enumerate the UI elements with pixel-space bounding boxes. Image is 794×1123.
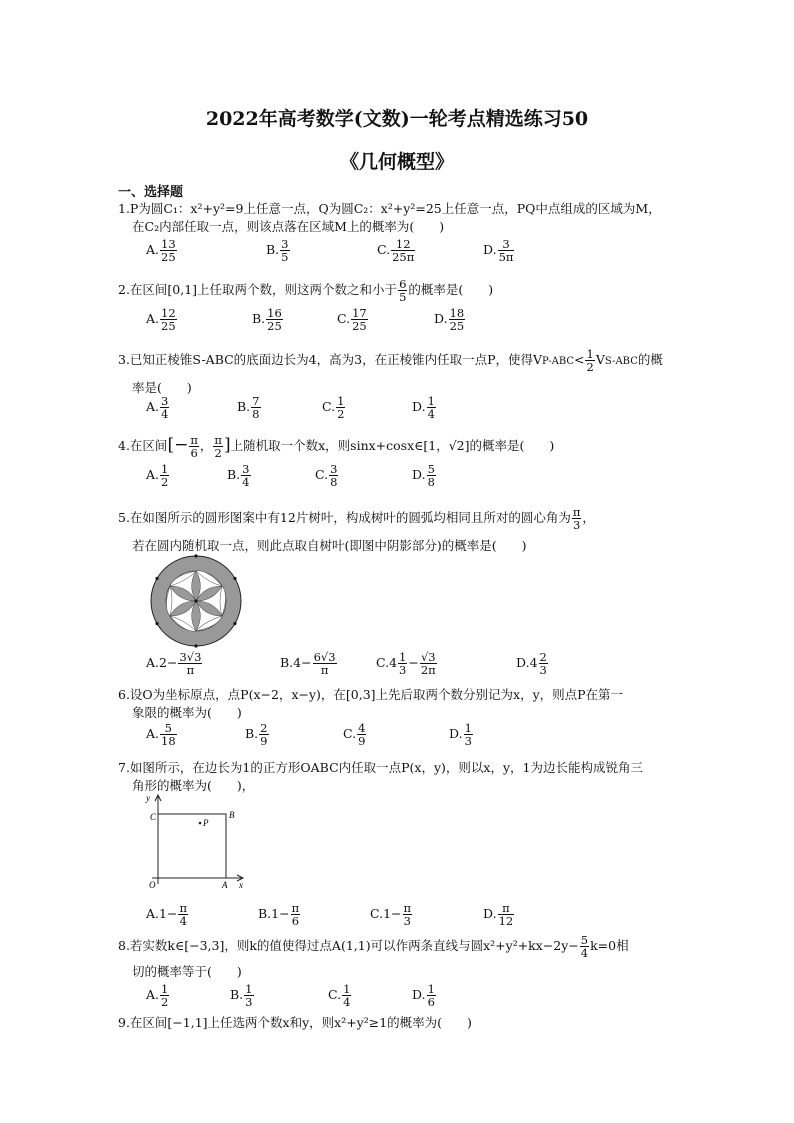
q3-line2: 率是( ) xyxy=(132,380,192,395)
q1-line2: 在C₂内部任取一点，则该点落在区域M上的概率为( ) xyxy=(132,219,445,234)
question-4-stem: 4.在区间[− $\frac{\pi}{6}$ ， $\frac{\pi}{2}$ ]上随机取一个数x，则sinx+cosx∈[1，√2]的概率是( ) xyxy=(118,433,555,460)
q1-line1: 1.P为圆C₁：x²+y²=9上任意一点，Q为圆C₂：x²+y²=25上任意一点，PQ中点组成的区域为M， xyxy=(118,201,661,216)
q6-option-c: C. $\frac{4}{9}$ xyxy=(343,721,366,748)
question-9-stem: 9.在区间[−1,1]上任选两个数x和y，则x²+y²≥1的概率为( ) xyxy=(118,1015,472,1030)
fig-label-p: P xyxy=(203,818,209,828)
question-1-stem xyxy=(118,200,708,236)
q2-option-b: B. $\frac{16}{25}$ xyxy=(252,306,282,333)
q7-line2: 角形的概率为( )， xyxy=(132,778,255,793)
page-title: 2022年高考数学(文数)一轮考点精选练习50 xyxy=(205,108,589,130)
question-2-stem: 2.在区间[0,1]上任取两个数，则这两个数之和小于 $\frac{6}{5}$ 的概率是( ) xyxy=(118,277,494,304)
q6-line1: 6.设O为坐标原点，点P(x−2，x−y)，在[0,3]上先后取两个数分别记为x，y，则点P在第一 xyxy=(118,687,624,702)
q5-option-c: C.4 $\frac{1}{3}$ − $\frac{√3}{2\pi}$ xyxy=(376,650,436,677)
q1-option-a: A. $\frac{13}{25}$ xyxy=(146,237,176,264)
q5-option-a: A.2− $\frac{3√3}{\pi}$ xyxy=(146,650,202,677)
q8-option-c: C. $\frac{1}{4}$ xyxy=(328,982,351,1009)
q7-option-a: A.1− $\frac{\pi}{4}$ xyxy=(146,901,188,928)
q4-option-d: D. $\frac{5}{8}$ xyxy=(412,462,435,489)
q8-option-d: D. $\frac{1}{6}$ xyxy=(412,982,435,1009)
q7-option-d: D. $\frac{\pi}{12}$ xyxy=(483,901,514,928)
leaf-pattern-figure xyxy=(148,553,244,649)
q1-option-c: C. $\frac{12}{25\pi}$ xyxy=(377,237,415,264)
question-3-stem: 3.已知正棱锥S-ABC的底面边长为4，高为3，在正棱锥内任取一点P，使得VP-ABC< $\frac{1}{2}$ VS-ABC的概 率是( ) xyxy=(118,348,708,397)
q6-option-d: D. $\frac{1}{3}$ xyxy=(449,721,472,748)
q5-option-d: D.4 $\frac{2}{3}$ xyxy=(516,650,547,677)
q3-option-a: A. $\frac{3}{4}$ xyxy=(146,394,169,421)
q7-option-b: B.1− $\frac{\pi}{6}$ xyxy=(258,901,300,928)
question-5-stem: 5.在如图所示的圆形图案中有12片树叶，构成树叶的圆弧均相同且所对的圆心角为 $\frac{\pi}{3}$ ， 若在圆内随机取一点，则此点取自树叶(即图中阴影部分)的概率是( ) xyxy=(118,506,708,555)
square-oabc-figure xyxy=(142,792,248,894)
question-8-stem: 8.若实数k∈[−3,3]，则k的值使得过点A(1,1)可以作两条直线与圆x²+y²+kx−2y− $\frac{5}{4}$ k=0相 切的概率等于( ) xyxy=(118,934,708,981)
q7-option-c: C.1− $\frac{\pi}{3}$ xyxy=(370,901,412,928)
q8-option-a: A. $\frac{1}{2}$ xyxy=(146,982,169,1009)
q3-option-b: B. $\frac{7}{8}$ xyxy=(237,394,260,421)
fig-label-o: O xyxy=(149,880,156,890)
q4-option-c: C. $\frac{3}{8}$ xyxy=(315,462,338,489)
q7-line1: 7.如图所示，在边长为1的正方形OABC内任取一点P(x，y)，则以x，y，1为边长能构成锐角三 xyxy=(118,760,643,775)
q6-line2: 象限的概率为( ) xyxy=(132,705,242,720)
q2-option-a: A. $\frac{12}{25}$ xyxy=(146,306,176,333)
question-7-stem xyxy=(118,759,708,795)
fig-label-a: A xyxy=(222,880,228,890)
q1-option-b: B. $\frac{3}{5}$ xyxy=(266,237,289,264)
q1-option-d: D. $\frac{3}{5\pi}$ xyxy=(483,237,514,264)
fig-label-b: B xyxy=(229,810,235,820)
question-6-stem xyxy=(118,686,708,722)
q4-option-a: A. $\frac{1}{2}$ xyxy=(146,462,169,489)
q4-option-b: B. $\frac{3}{4}$ xyxy=(227,462,250,489)
page-subtitle: 《几何概型》 xyxy=(339,151,454,173)
q3-option-c: C. $\frac{1}{2}$ xyxy=(322,394,345,421)
q8-option-b: B. $\frac{1}{3}$ xyxy=(230,982,253,1009)
q2-option-d: D. $\frac{18}{25}$ xyxy=(434,306,465,333)
section-heading: 一、选择题 xyxy=(118,185,184,200)
q8-line2: 切的概率等于( ) xyxy=(132,964,242,979)
q2-option-c: C. $\frac{17}{25}$ xyxy=(337,306,367,333)
fig-label-y: y xyxy=(146,793,150,803)
q5-line2: 若在圆内随机取一点，则此点取自树叶(即图中阴影部分)的概率是( ) xyxy=(132,538,527,553)
q6-option-b: B. $\frac{2}{9}$ xyxy=(245,721,268,748)
q6-option-a: A. $\frac{5}{18}$ xyxy=(146,721,176,748)
q5-option-b: B.4− $\frac{6√3}{\pi}$ xyxy=(280,650,336,677)
q3-option-d: D. $\frac{1}{4}$ xyxy=(412,394,435,421)
fig-label-x: x xyxy=(239,880,243,890)
fig-label-c: C xyxy=(150,812,157,822)
